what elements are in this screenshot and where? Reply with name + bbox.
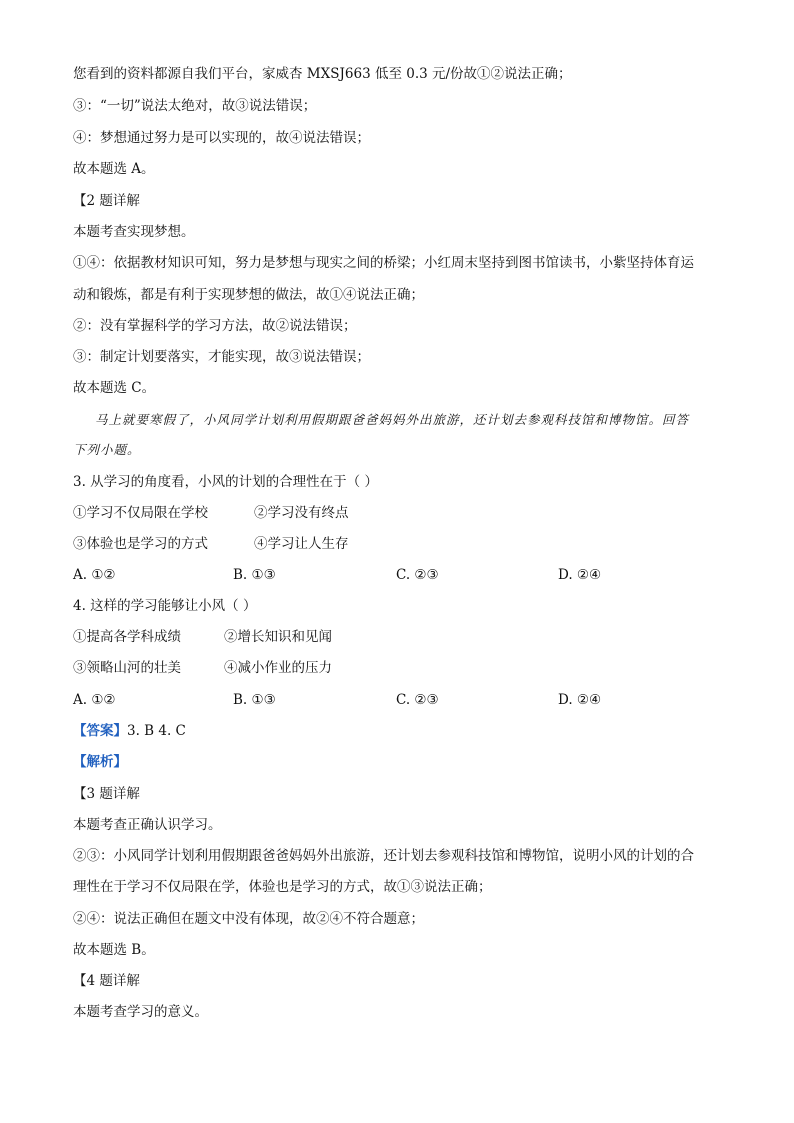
text-line: ①④：依据教材知识可知，努力是梦想与现实之间的桥梁；小红周末坚持到图书馆读书，小紫坚持体育运 (73, 255, 694, 271)
statement: ①学习不仅局限在学校 (73, 505, 208, 521)
text-line: 本题考查正确认识学习。 (73, 817, 222, 833)
passage-line: 下列小题。 (73, 442, 141, 457)
statement: ②学习没有终点 (254, 505, 349, 521)
text-line: ③：“一切”说法太绝对，故③说法错误； (73, 98, 317, 114)
section-heading: 【3 题详解 (73, 786, 140, 802)
answer-text: 3. B 4. C (127, 723, 186, 739)
text-line: ②③：小风同学计划利用假期跟爸爸妈妈外出旅游，还计划去参观科技馆和博物馆，说明小风的计划的合 (73, 848, 694, 864)
text-line: 您看到的资料都源自我们平台，家威杏 MXSJ663 低至 0.3 元/份故①②说法正确； (73, 66, 572, 82)
text-line: ④：梦想通过努力是可以实现的，故④说法错误； (73, 130, 370, 146)
statement: ②增长知识和见闻 (224, 629, 332, 645)
text-line: 故本题选 B。 (73, 942, 155, 958)
choice-b: B. ①③ (233, 567, 276, 583)
statement: ④减小作业的压力 (224, 660, 332, 676)
text-line: ②④：说法正确但在题文中没有体现，故②④不符合题意； (73, 911, 424, 927)
text-line: ③：制定计划要落实，才能实现，故③说法错误； (73, 349, 370, 365)
text-line: 本题考查实现梦想。 (73, 224, 195, 240)
question-4-stem: 4. 这样的学习能够让小风（ ） (73, 598, 257, 614)
text-line: 故本题选 A。 (73, 161, 155, 177)
statement: ③体验也是学习的方式 (73, 536, 208, 552)
choice-c: C. ②③ (396, 567, 439, 583)
text-line: 动和锻炼，都是有利于实现梦想的做法，故①④说法正确； (73, 287, 424, 303)
choice-c: C. ②③ (396, 692, 439, 708)
text-line: 理性在于学习不仅局限在学，体验也是学习的方式，故①③说法正确； (73, 879, 492, 895)
text-line: ②：没有掌握科学的学习方法，故②说法错误； (73, 318, 357, 334)
text-line: 本题考查学习的意义。 (73, 1004, 208, 1020)
answer-label: 【答案】 (73, 723, 127, 739)
answer-line (73, 725, 186, 739)
choice-a: A. ①② (73, 567, 116, 583)
analysis-label: 【解析】 (73, 754, 127, 770)
choice-d: D. ②④ (558, 692, 602, 708)
choice-d: D. ②④ (558, 567, 602, 583)
statement: ④学习让人生存 (254, 536, 349, 552)
statement: ③领略山河的壮美 (73, 660, 181, 676)
statement: ①提高各学科成绩 (73, 629, 181, 645)
question-3-stem: 3. 从学习的角度看，小风的计划的合理性在于（ ） (73, 474, 378, 490)
section-heading: 【4 题详解 (73, 973, 140, 989)
text-line: 故本题选 C。 (73, 380, 156, 396)
section-heading: 【2 题详解 (73, 193, 140, 209)
choice-a: A. ①② (73, 692, 116, 708)
choice-b: B. ①③ (233, 692, 276, 708)
passage-line: 马上就要寒假了，小风同学计划利用假期跟爸爸妈妈外出旅游，还计划去参观科技馆和博物馆。回答 (95, 412, 690, 427)
